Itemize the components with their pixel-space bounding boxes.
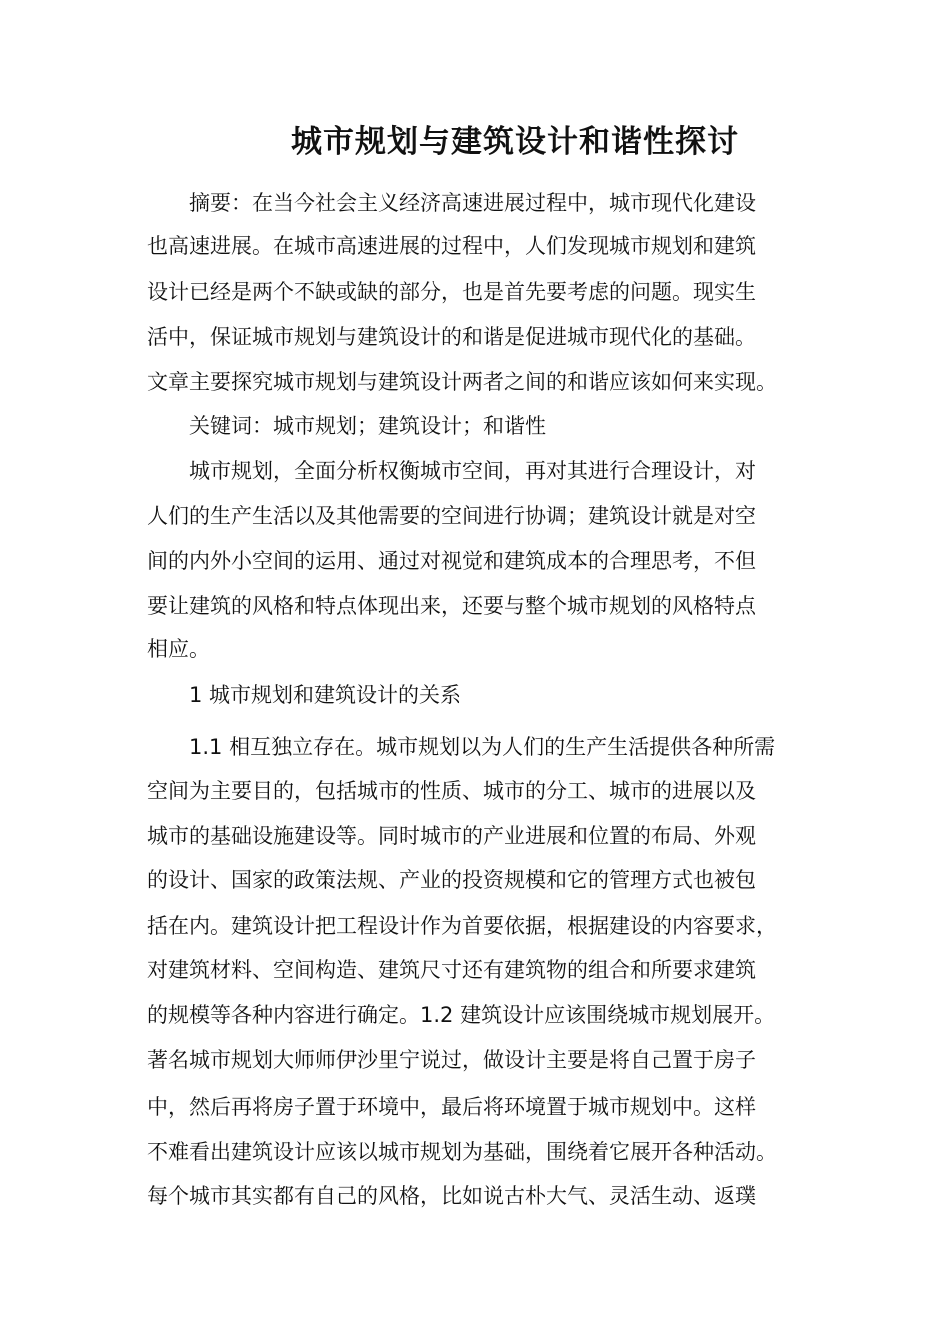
section-line-10: 不难看出建筑设计应该以城市规划为基础，围绕着它展开各种活动。 bbox=[147, 1140, 777, 1164]
section-line-9: 中，然后再将房子置于环境中，最后将环境置于城市规划中。这样 bbox=[147, 1095, 756, 1119]
document-title: 城市规划与建筑设计和谐性探讨 bbox=[291, 124, 739, 160]
body-line-4: 要让建筑的风格和特点体现出来，还要与整个城市规划的风格特点 bbox=[147, 594, 756, 618]
section-line-11: 每个城市其实都有自己的风格，比如说古朴大气、灵活生动、返璞 bbox=[147, 1184, 756, 1208]
section-line-8: 著名城市规划大师师伊沙里宁说过，做设计主要是将自己置于房子 bbox=[147, 1048, 756, 1072]
body-line-2: 人们的生产生活以及其他需要的空间进行协调；建筑设计就是对空 bbox=[147, 504, 756, 528]
body-line-3: 间的内外小空间的运用、通过对视觉和建筑成本的合理思考，不但 bbox=[147, 549, 756, 573]
section-line-4: 的设计、国家的政策法规、产业的投资规模和它的管理方式也被包 bbox=[147, 868, 756, 892]
section-line-5: 括在内。建筑设计把工程设计作为首要依据，根据建设的内容要求， bbox=[147, 914, 777, 938]
abstract-line-1: 摘要：在当今社会主义经济高速进展过程中，城市现代化建设 bbox=[189, 191, 756, 215]
section-line-3: 城市的基础设施建设等。同时城市的产业进展和位置的布局、外观 bbox=[147, 824, 756, 848]
section-line-1: 1.1 相互独立存在。城市规划以为人们的生产生活提供各种所需 bbox=[189, 735, 776, 759]
section-line-6: 对建筑材料、空间构造、建筑尺寸还有建筑物的组合和所要求建筑 bbox=[147, 958, 756, 982]
section-line-7: 的规模等各种内容进行确定。1.2 建筑设计应该围绕城市规划展开。 bbox=[147, 1003, 776, 1027]
section-heading: 1 城市规划和建筑设计的关系 bbox=[189, 683, 462, 707]
abstract-line-2: 也高速进展。在城市高速进展的过程中，人们发现城市规划和建筑 bbox=[147, 234, 756, 258]
keywords-line: 关键词：城市规划；建筑设计；和谐性 bbox=[189, 414, 546, 438]
abstract-line-5: 文章主要探究城市规划与建筑设计两者之间的和谐应该如何来实现。 bbox=[147, 370, 777, 394]
body-line-5: 相应。 bbox=[147, 637, 210, 661]
body-line-1: 城市规划，全面分析权衡城市空间，再对其进行合理设计，对 bbox=[189, 459, 756, 483]
section-line-2: 空间为主要目的，包括城市的性质、城市的分工、城市的进展以及 bbox=[147, 779, 756, 803]
abstract-line-3: 设计已经是两个不缺或缺的部分，也是首先要考虑的问题。现实生 bbox=[147, 280, 756, 304]
abstract-line-4: 活中，保证城市规划与建筑设计的和谐是促进城市现代化的基础。 bbox=[147, 325, 756, 349]
